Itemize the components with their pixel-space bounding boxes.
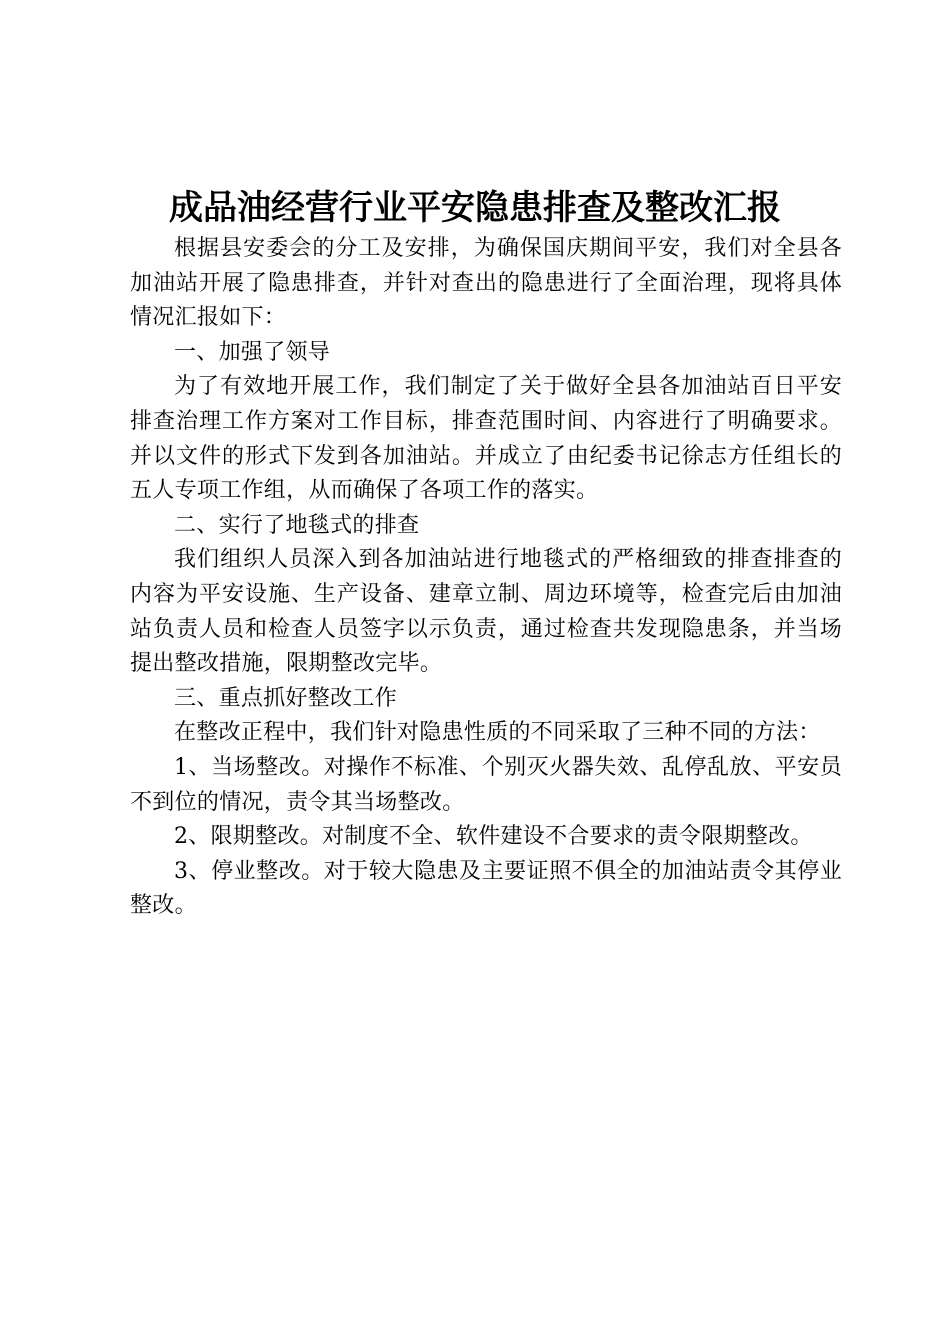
method-item-2: 2、限期整改。对制度不全、软件建设不合要求的责令限期整改。 (174, 824, 813, 850)
document-body (130, 232, 842, 924)
section-paragraph-1: 为了有效地开展工作，我们制定了关于做好全县各加油站百日平安排查治理工作方案对工作目标，排查范围时间、内容进行了明确要求。并以文件的形式下发到各加油站。并成立了由纪委书记徐志方任组长的五人专项工作组，从而确保了各项工作的落实。 (130, 374, 842, 504)
section-heading-1: 一、加强了领导 (174, 339, 331, 365)
document-title: 成品油经营行业平安隐患排查及整改汇报 (169, 188, 781, 228)
method-item-1: 1、当场整改。对操作不标准、个别灭火器失效、乱停乱放、平安员不到位的情况，责令其当场整改。 (130, 754, 842, 815)
section-paragraph-3: 在整改正程中，我们针对隐患性质的不同采取了三种不同的方法： (174, 720, 821, 746)
section-paragraph-2: 我们组织人员深入到各加油站进行地毯式的严格细致的排查排查的内容为平安设施、生产设备、建章立制、周边环境等，检查完后由加油站负责人员和检查人员签字以示负责，通过检查共发现隐患条，并当场提出整改措施，限期整改完毕。 (130, 547, 842, 677)
section-heading-3: 三、重点抓好整改工作 (174, 685, 398, 711)
intro-paragraph: 根据县安委会的分工及安排，为确保国庆期间平安，我们对全县各加油站开展了隐患排查，并针对查出的隐患进行了全面治理，现将具体情况汇报如下： (130, 236, 842, 331)
method-item-3: 3、停业整改。对于较大隐患及主要证照不俱全的加油站责令其停业整改。 (130, 858, 842, 919)
section-heading-2: 二、实行了地毯式的排查 (174, 512, 420, 538)
